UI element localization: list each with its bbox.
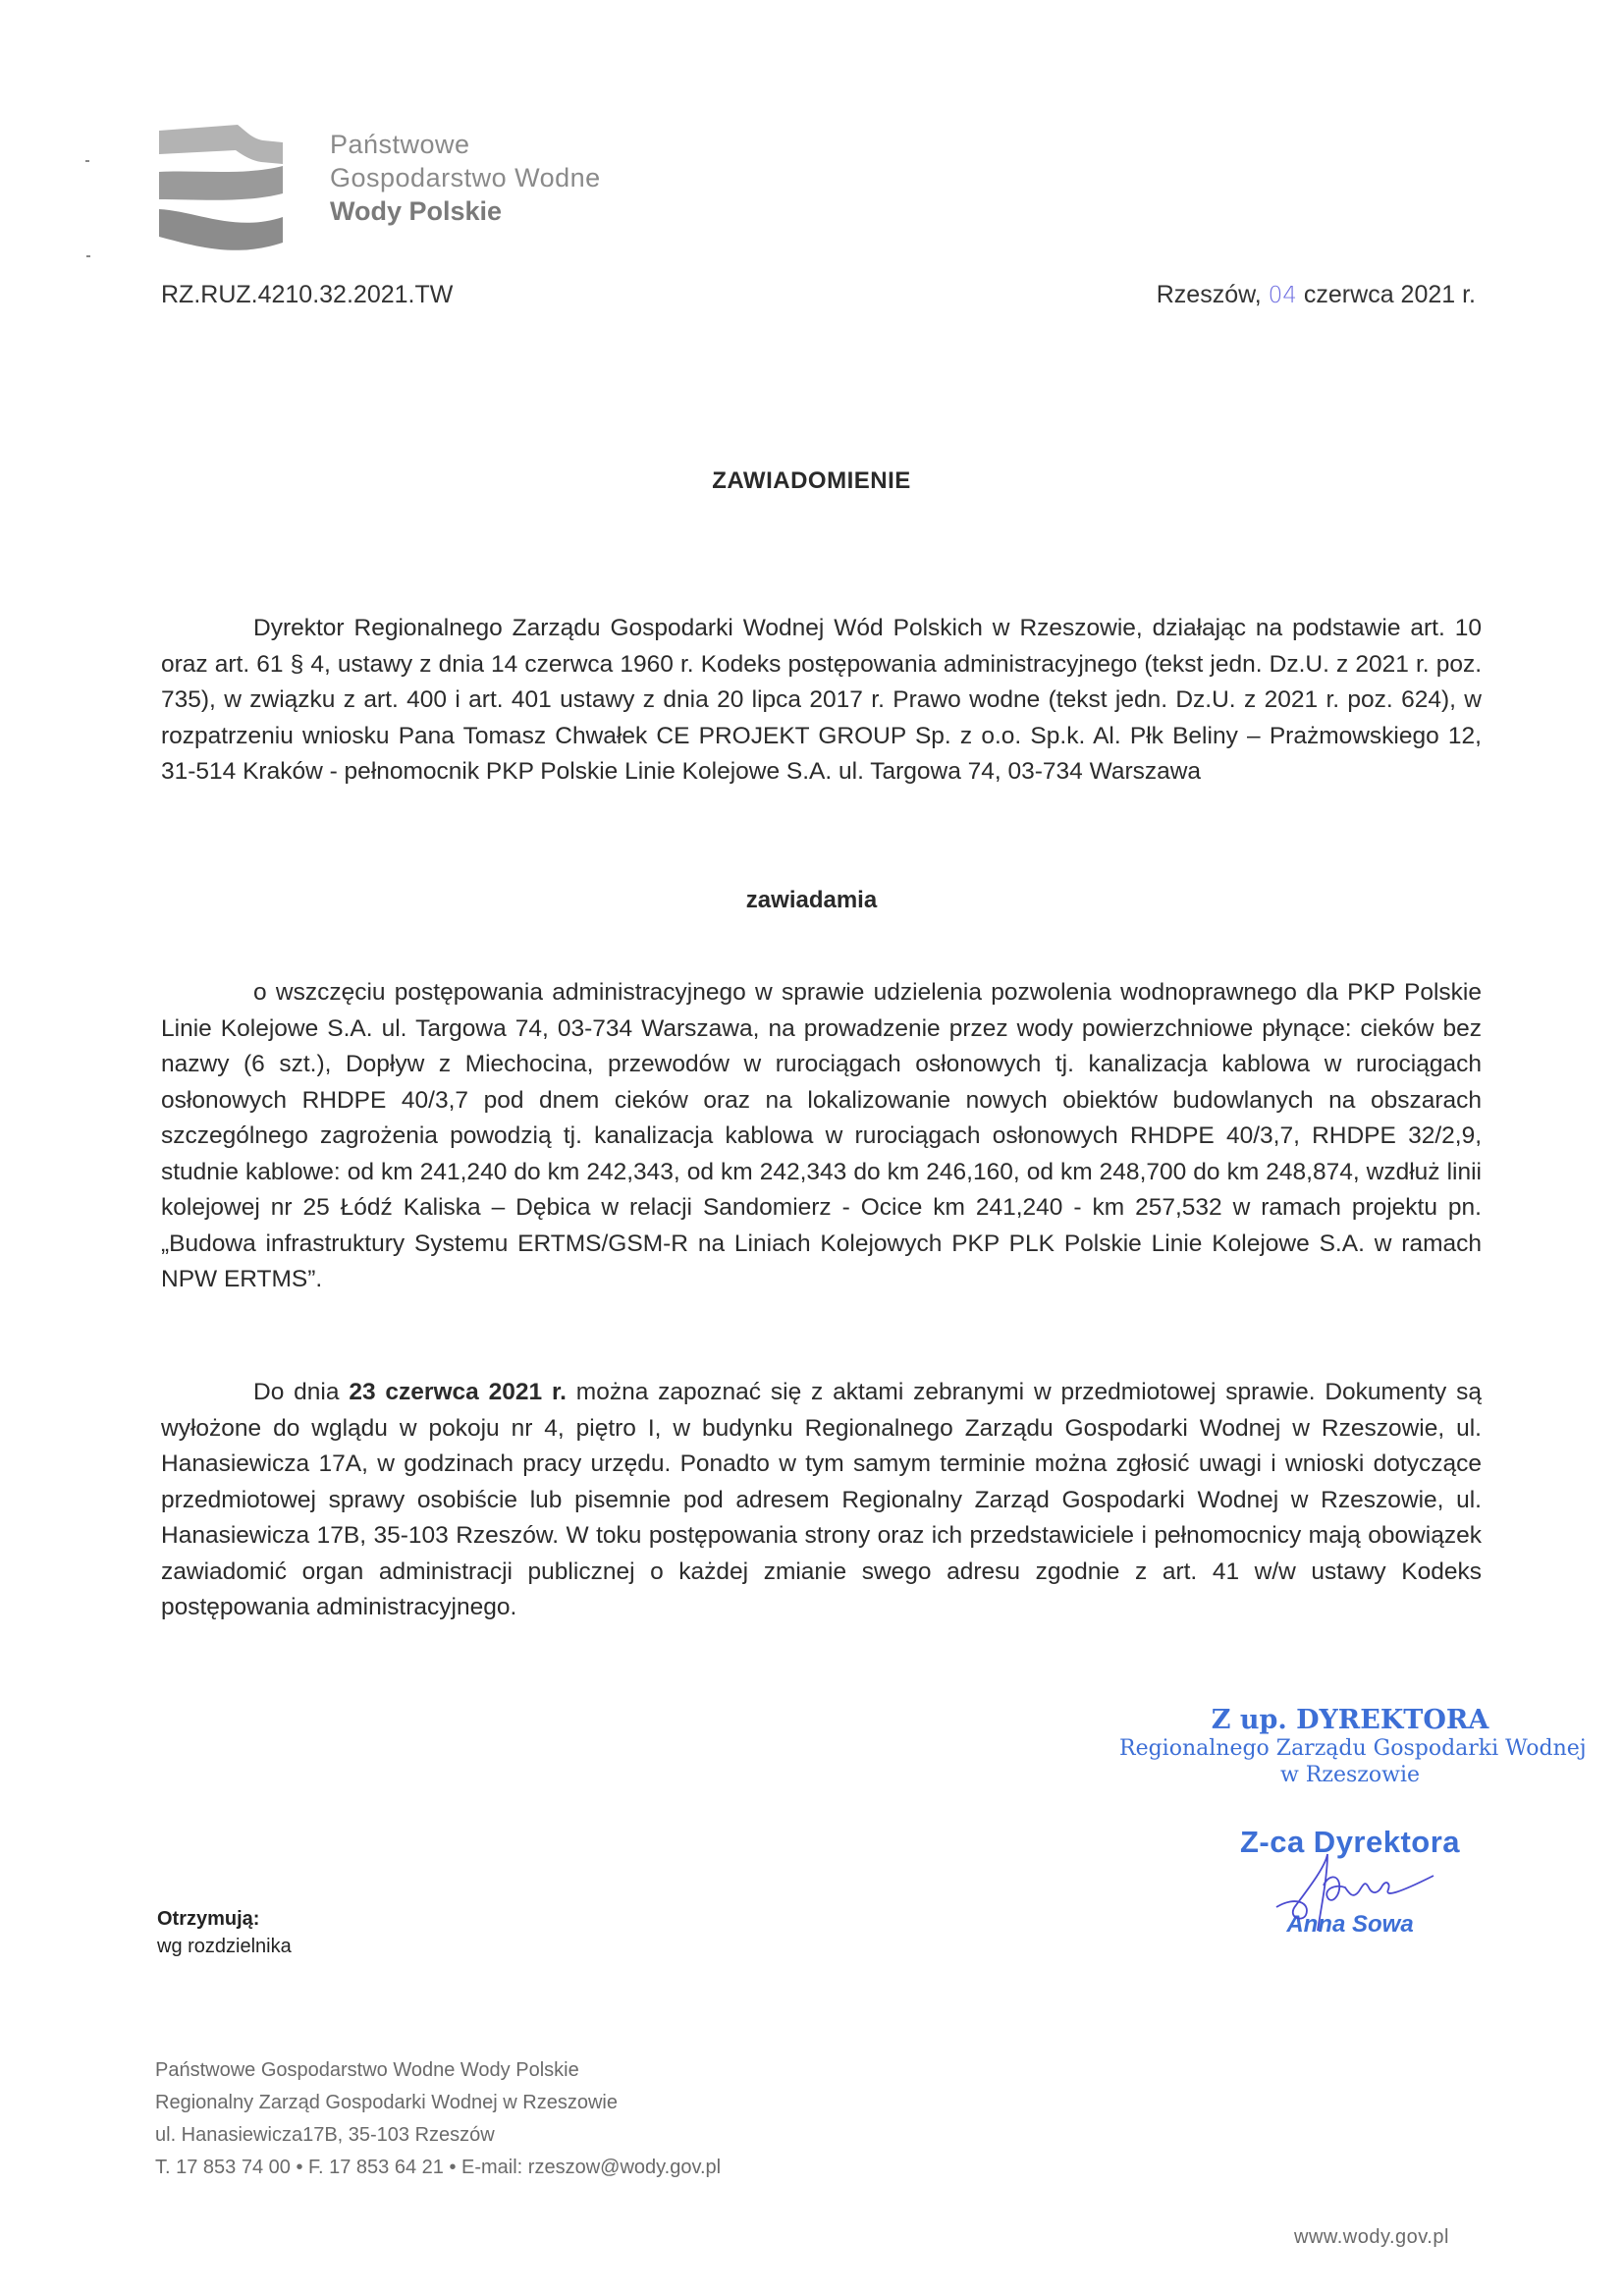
footer-address [155,2054,721,2184]
wody-polskie-waves-logo-icon [157,123,324,250]
handwritten-signature-icon [1267,1846,1443,1935]
section-heading: zawiadamia [745,887,878,913]
date-day-handwritten: 04 [1268,283,1297,308]
signatory-role: Z-ca Dyrektora [1239,1825,1461,1859]
paragraph-intro-text: Dyrektor Regionalnego Zarządu Gospodarki Wodnej Wód Polskich w Rzeszowie, działając na podstawie art. 10 oraz art. 61 § 4, ustawy z dnia 14 czerwca 1960 r. Kodeks postępowania administracyjnego (tekst jedn. Dz.U. z 2021 r. poz. 735), w związku z art. 400 i art. 401 ustawy z dnia 20 lipca 2017 r. Prawo wodne (tekst jedn. Dz.U. z 2021 r. poz. 624), w rozpatrzeniu wniosku Pana Tomasz Chwałek CE PROJEKT GROUP Sp. z o.o. Sp.k. Al. Płk Beliny – Prażmowskiego 12, 31-514 Kraków - pełnomocnik PKP Polskie Linie Kolejowe S.A. ul. Targowa 74, 03-734 Warszawa [161,615,1482,785]
footer-contact-line: T. 17 853 74 00 • F. 17 853 64 21 • E-mail: rzeszow@wody.gov.pl [155,2157,722,2178]
paragraph-subject-text: o wszczęciu postępowania administracyjnego w sprawie udzielenia pozwolenia wodnoprawnego dla PKP Polskie Linie Kolejowe S.A. ul. Targowa 74, 03-734 Warszawa, na prowadzenie przez wody powierzchniowe płynące: cieków bez nazwy (6 szt.), Dopływ z Miechocina, przewodów w rurociągach osłonowych tj. kanalizacja kablowa w rurociągach osłonowych RHDPE 40/3,7 pod dnem cieków oraz na lokalizowanie nowych obiektów budowlanych na obszarach szczególnego zagrożenia powodzią tj. kanalizacja kablowa w rurociągach osłonowych RHDPE 40/3,7, RHDPE 32/2,9, studnie kablowe: od km 241,240 do km 242,343, od km 242,343 do km 246,160, od km 248,700 do km 248,874, wzdłuż linii kolejowej nr 25 Łódź Kaliska – Dębica w relacji Sandomierz - Ocice km 241,240 - km 257,532 w ramach projektu pn. „Budowa infrastruktury Systemu ERTMS/GSM-R na Liniach Kolejowych PKP PLK Polskie Linie Kolejowe S.A. w ramach NPW ERTMS”. [161,979,1482,1292]
signatory-name: Anna Sowa [1286,1911,1414,1938]
paragraph-intro [161,611,1482,791]
website-link[interactable]: www.wody.gov.pl [1294,2226,1449,2248]
paragraph-subject [161,975,1482,1298]
paragraph-deadline [161,1375,1482,1626]
recipients-value: wg rozdzielnika [157,1936,292,1957]
reference-number: RZ.RUZ.4210.32.2021.TW [161,281,454,308]
date-rest: czerwca 2021 r. [1303,281,1476,308]
stamp-line-1: Z up. DYREKTORA [1211,1705,1489,1735]
official-stamp [1119,1705,1587,1787]
footer-line: ul. Hanasiewicza17B, 35-103 Rzeszów [155,2124,495,2146]
stamp-line-3: w Rzeszowie [1279,1763,1420,1787]
deadline-rest: można zapoznać się z aktami zebranymi w przedmiotowej sprawie. Dokumenty są wyłożone do wglądu w pokoju nr 4, piętro I, w budynku Regionalnego Zarządu Gospodarki Wodnej w Rzeszowie, ul. Hanasiewicza 17A, w godzinach pracy urzędu. Ponadto w tym samym terminie można zgłosić uwagi i wnioski dotyczące przedmiotowej sprawy osobiście lub pisemnie pod adresem Regionalny Zarząd Gospodarki Wodnej w Rzeszowie, ul. Hanasiewicza 17B, 35-103 Rzeszów. W toku postępowania strony oraz ich przedstawiciele i pełnomocnicy mają obowiązek zawiadomić organ administracji publicznej o każdej zmianie swego adresu zgodnie z art. 41 w/w ustawy Kodeks postępowania administracyjnego. [161,1379,1482,1620]
date-line [1157,281,1476,309]
recipients-heading: Otrzymują: [157,1908,260,1930]
recipients-block [157,1905,292,1960]
footer-line: Państwowe Gospodarstwo Wodne Wody Polskie [155,2059,579,2081]
logo-text [330,128,601,228]
date-city: Rzeszów, [1156,281,1262,308]
document-title: ZAWIADOMIENIE [712,467,911,494]
scan-mark [86,255,90,257]
logo-line-3: Wody Polskie [330,196,503,226]
logo-line-1: Państwowe [330,130,470,159]
footer-line: Regionalny Zarząd Gospodarki Wodnej w Rzeszowie [155,2092,618,2113]
logo-line-2: Gospodarstwo Wodne [330,163,601,192]
scan-mark [85,160,89,162]
deadline-date: 23 czerwca 2021 r. [349,1379,567,1405]
stamp-line-2: Regionalnego Zarządu Gospodarki Wodnej [1119,1736,1587,1761]
deadline-prefix: Do dnia [253,1379,340,1405]
